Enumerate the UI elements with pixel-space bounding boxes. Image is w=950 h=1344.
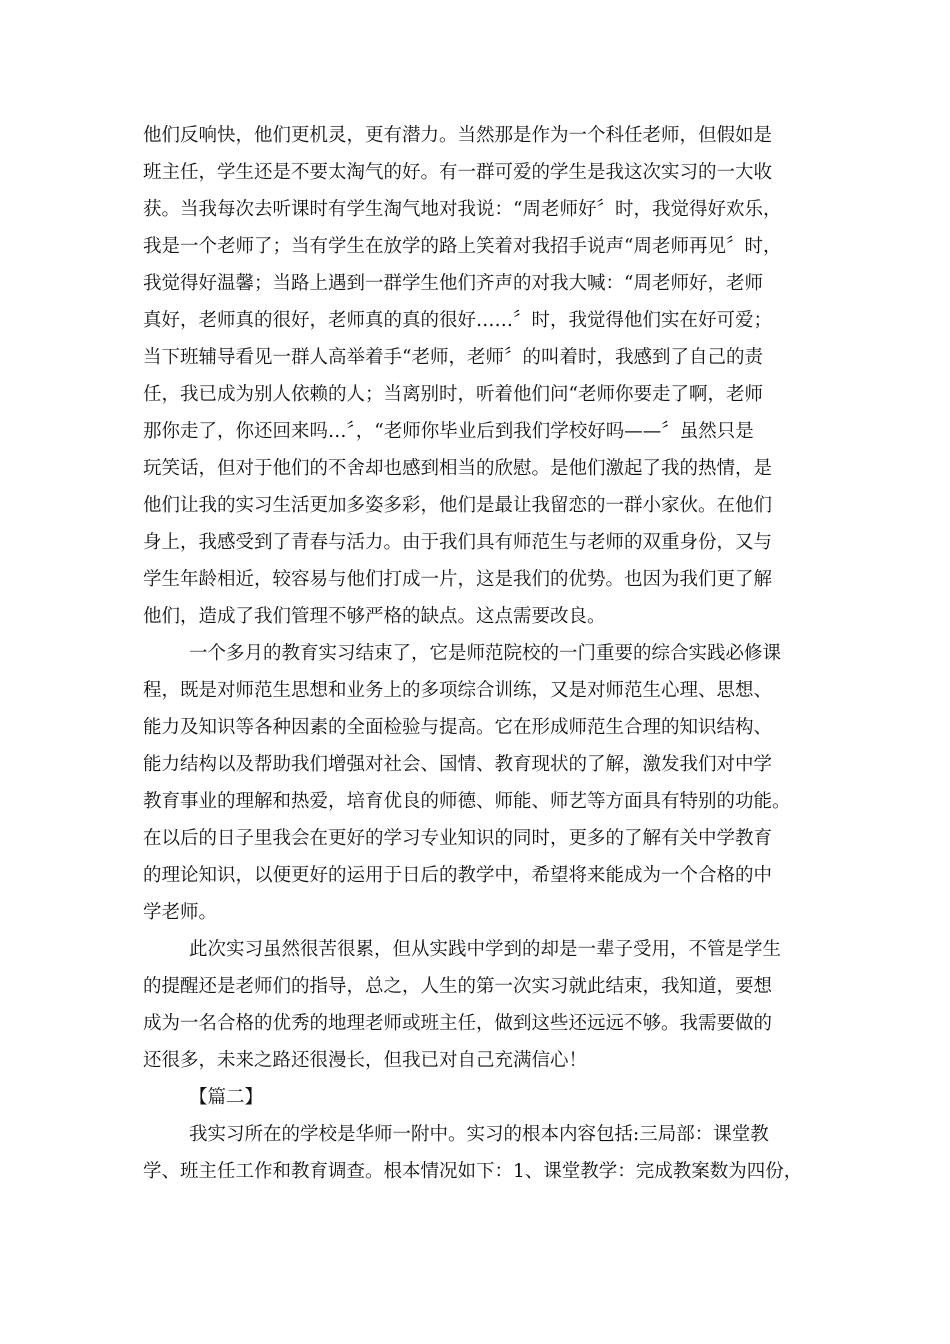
text-line: 真好，老师真的很好，老师真的真的很好……〞时，我觉得他们实在好可爱； <box>143 310 773 331</box>
text-line: 我是一个老师了；当有学生在放学的路上笑着对我招手说声“周老师再见〞时， <box>143 236 782 257</box>
text-line: 那你走了，你还回来吗…〞，“老师你毕业后到我们学校好吗——〞虽然只是 <box>143 421 754 442</box>
text-line: 班主任，学生还是不要太淘气的好。有一群可爱的学生是我这次实习的一大收 <box>143 162 773 183</box>
text-line: 学老师。 <box>143 902 218 923</box>
section-heading: 【篇二】 <box>189 1087 264 1108</box>
text-line: 他们，造成了我们管理不够严格的缺点。这点需要改良。 <box>143 606 606 627</box>
text-line: 的理论知识，以便更好的运用于日后的教学中，希望将来能成为一个合格的中 <box>143 865 773 886</box>
text-line: 此次实习虽然很苦很累，但从实践中学到的却是一辈子受用，不管是学生 <box>189 939 782 960</box>
text-line: 教育事业的理解和热爱，培育优良的师德、师能、师艺等方面具有特别的功能。 <box>143 791 791 812</box>
document-page <box>143 117 823 1190</box>
text-line: 学生年龄相近，较容易与他们打成一片，这是我们的优势。也因为我们更了解 <box>143 569 773 590</box>
text-line: 一个多月的教育实习结束了，它是师范院校的一门重要的综合实践必修课 <box>189 643 782 664</box>
text-line: 获。当我每次去听课时有学生淘气地对我说：“周老师好〞时，我觉得好欢乐， <box>143 199 782 220</box>
text-line: 还很多，未来之路还很漫长，但我已对自己充满信心！ <box>143 1050 588 1071</box>
text-line: 学、班主任工作和教育调查。根本情况如下：1、课堂教学：完成教案数为四份， <box>143 1161 803 1182</box>
text-line: 任，我已成为别人依赖的人；当离别时，听着他们问“老师你要走了啊，老师 <box>143 384 763 405</box>
text-line: 成为一名合格的优秀的地理老师或班主任，做到这些还远远不够。我需要做的 <box>143 1013 773 1034</box>
text-line: 能力及知识等各种因素的全面检验与提高。它在形成师范生合理的知识结构、 <box>143 717 773 738</box>
text-line: 他们让我的实习生活更加多姿多彩，他们是最让我留恋的一群小家伙。在他们 <box>143 495 773 516</box>
text-line: 程，既是对师范生思想和业务上的多项综合训练，又是对师范生心理、思想、 <box>143 680 773 701</box>
text-line: 能力结构以及帮助我们增强对社会、国情、教育现状的了解，激发我们对中学 <box>143 754 773 775</box>
text-line: 身上，我感受到了青春与活力。由于我们具有师范生与老师的双重身份，又与 <box>143 532 773 553</box>
text-line: 在以后的日子里我会在更好的学习专业知识的同时，更多的了解有关中学教育 <box>143 828 773 849</box>
text-line: 的提醒还是老师们的指导，总之，人生的第一次实习就此结束，我知道，要想 <box>143 976 773 997</box>
text-line: 他们反响快，他们更机灵，更有潜力。当然那是作为一个科任老师，但假如是 <box>143 125 773 146</box>
text-line: 我实习所在的学校是华师一附中。实习的根本内容包括:三局部：课堂教 <box>189 1124 769 1145</box>
text-line: 玩笑话，但对于他们的不舍却也感到相当的欣慰。是他们激起了我的热情，是 <box>143 458 773 479</box>
text-line: 当下班辅导看见一群人高举着手“老师，老师〞的叫着时，我感到了自己的责 <box>143 347 763 368</box>
text-line: 我觉得好温馨；当路上遇到一群学生他们齐声的对我大喊：“周老师好，老师 <box>143 273 763 294</box>
